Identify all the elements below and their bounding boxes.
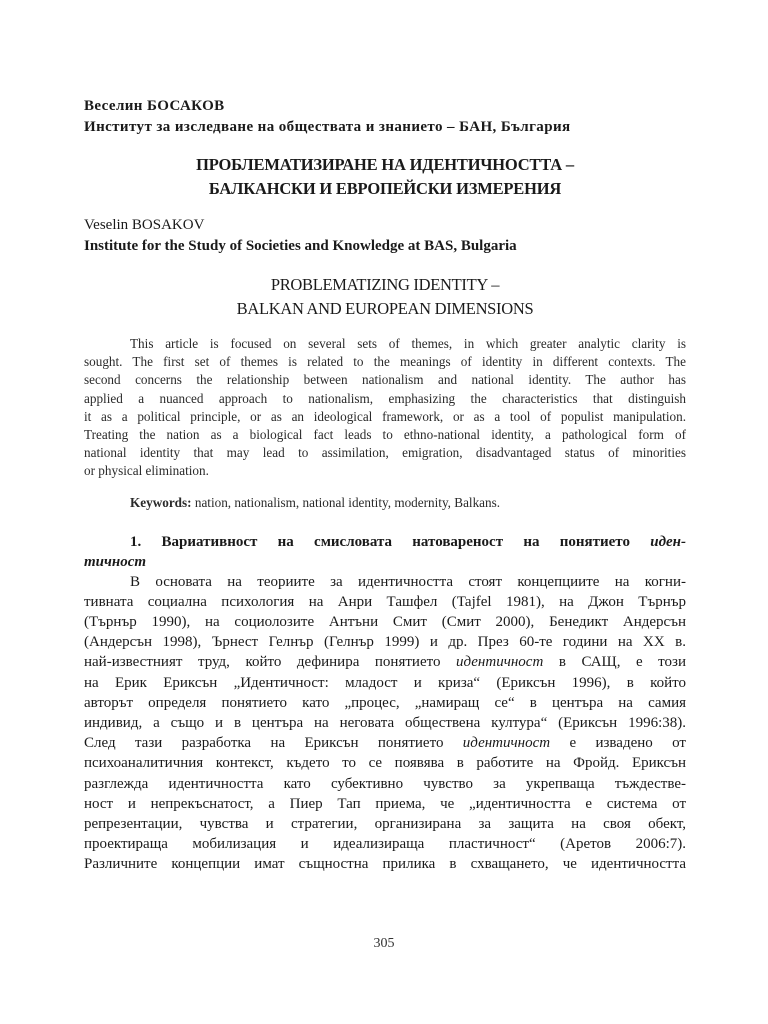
keywords-text: nation, nationalism, national identity, modernity, Balkans.	[191, 494, 501, 510]
abstract-line: sought. The first set of themes is related to the meanings of identity in different contexts. The	[84, 354, 686, 370]
body-line: Различните концепции имат същностна прилика в схващането, че идентичността	[84, 856, 686, 873]
section-heading-italic: тичност	[84, 553, 147, 570]
body-line	[84, 733, 686, 753]
body-text-span: в САЩ, е този	[543, 654, 686, 671]
section-heading-text: 1. Вариативност на смисловата натовареност на понятието	[130, 533, 651, 550]
abstract	[84, 335, 686, 481]
body-line: разглежда идентичността като субективно чувство за укрепваща тъждестве-	[84, 775, 686, 792]
section-heading-line-2	[84, 552, 686, 572]
body-text-span: най-известният труд, който дефинира понятието	[84, 654, 456, 671]
abstract-line: applied a nuanced approach to nationalism, emphasizing the characteristics that distinguish	[84, 390, 686, 406]
body-line	[84, 652, 686, 672]
body-line: В основата на теориите за идентичността стоят концепциите на когни-	[130, 573, 686, 590]
section-heading-italic: иден-	[650, 533, 686, 550]
institute-bg: Институт за изследване на обществата и знанието – БАН, България	[84, 119, 571, 135]
body-line: репрезентации, чувства и стратегии, организирана за защита на своя обект,	[84, 816, 686, 833]
english-author-block	[84, 215, 686, 257]
abstract-line: it as a political principle, or as an ideological framework, or as a tool of populist manipulation.	[84, 408, 686, 424]
body-text-span: След тази разработка на Ериксън понятието	[84, 735, 463, 752]
body-line: (Търнър 1990), на социолозите Антъни Смит (Смит 2000), Бенедикт Андерсън	[84, 614, 686, 631]
body-line: психоаналитичния контекст, където то се появява в работите на Фройд. Ериксън	[84, 755, 686, 772]
article-title-en	[84, 273, 686, 321]
italic-term: идентичност	[462, 735, 551, 752]
abstract-line: or physical elimination.	[84, 463, 209, 479]
title-bg-line-1: ПРОБЛЕМАТИЗИРАНЕ НА ИДЕНТИЧНОСТТА –	[196, 155, 574, 174]
institute-en: Institute for the Study of Societies and Knowledge at BAS, Bulgaria	[84, 238, 517, 254]
abstract-line: Treating the nation as a biological fact leads to ethno-national identity, a pathological form of	[84, 427, 686, 443]
italic-term: идентичност	[456, 654, 544, 671]
author-name-en: Veselin BOSAKOV	[84, 217, 205, 233]
keywords	[84, 494, 686, 512]
abstract-line: national identity that may lead to assimilation, emigration, disadvantaged status of minorities	[84, 445, 686, 461]
title-bg-line-2: БАЛКАНСКИ И ЕВРОПЕЙСКИ ИЗМЕРЕНИЯ	[208, 179, 562, 198]
body-line: (Андерсън 1998), Ърнест Гелнър (Гелнър 1999) и др. През 60-те години на XX в.	[84, 634, 686, 651]
body-line: проектираща мобилизация и идеализираща пластичност“ (Аретов 2006:7).	[84, 836, 686, 853]
title-en-line-1: PROBLEMATIZING IDENTITY –	[270, 275, 500, 294]
section-heading-line-1	[84, 532, 686, 552]
article-page	[84, 96, 686, 875]
page-number: 305	[373, 936, 395, 951]
abstract-line: second concerns the relationship between nationalism and national identity. The author has	[84, 372, 686, 388]
body-text-span: е извадено от	[550, 735, 686, 752]
keywords-label: Keywords:	[130, 494, 192, 510]
article-title-bg	[84, 153, 686, 201]
body-line: ност и непрекъснатост, а Пиер Тап приема, че „идентичността е система от	[84, 795, 686, 812]
abstract-line: This article is focused on several sets of themes, in which greater analytic clarity is	[130, 336, 686, 351]
body-line: тивната социална психология на Анри Ташфел (Tajfel 1981), на Джон Търнър	[84, 593, 686, 610]
body-paragraph	[84, 572, 686, 875]
body-line: на Ерик Ериксън „Идентичност: младост и криза“ (Ериксън 1996), в който	[84, 674, 686, 691]
body-line: индивид, а също и в центъра на неговата обществена култура“ (Ериксън 1996:38).	[84, 715, 686, 732]
section-heading	[84, 532, 686, 572]
author-name-bg: Веселин БОСАКОВ	[84, 98, 225, 114]
body-line: авторът определя понятието като „процес, „намиращ се“ в центъра на самия	[84, 694, 686, 711]
title-en-line-2: BALKAN AND EUROPEAN DIMENSIONS	[236, 299, 534, 318]
bulgarian-author-block	[84, 96, 686, 138]
